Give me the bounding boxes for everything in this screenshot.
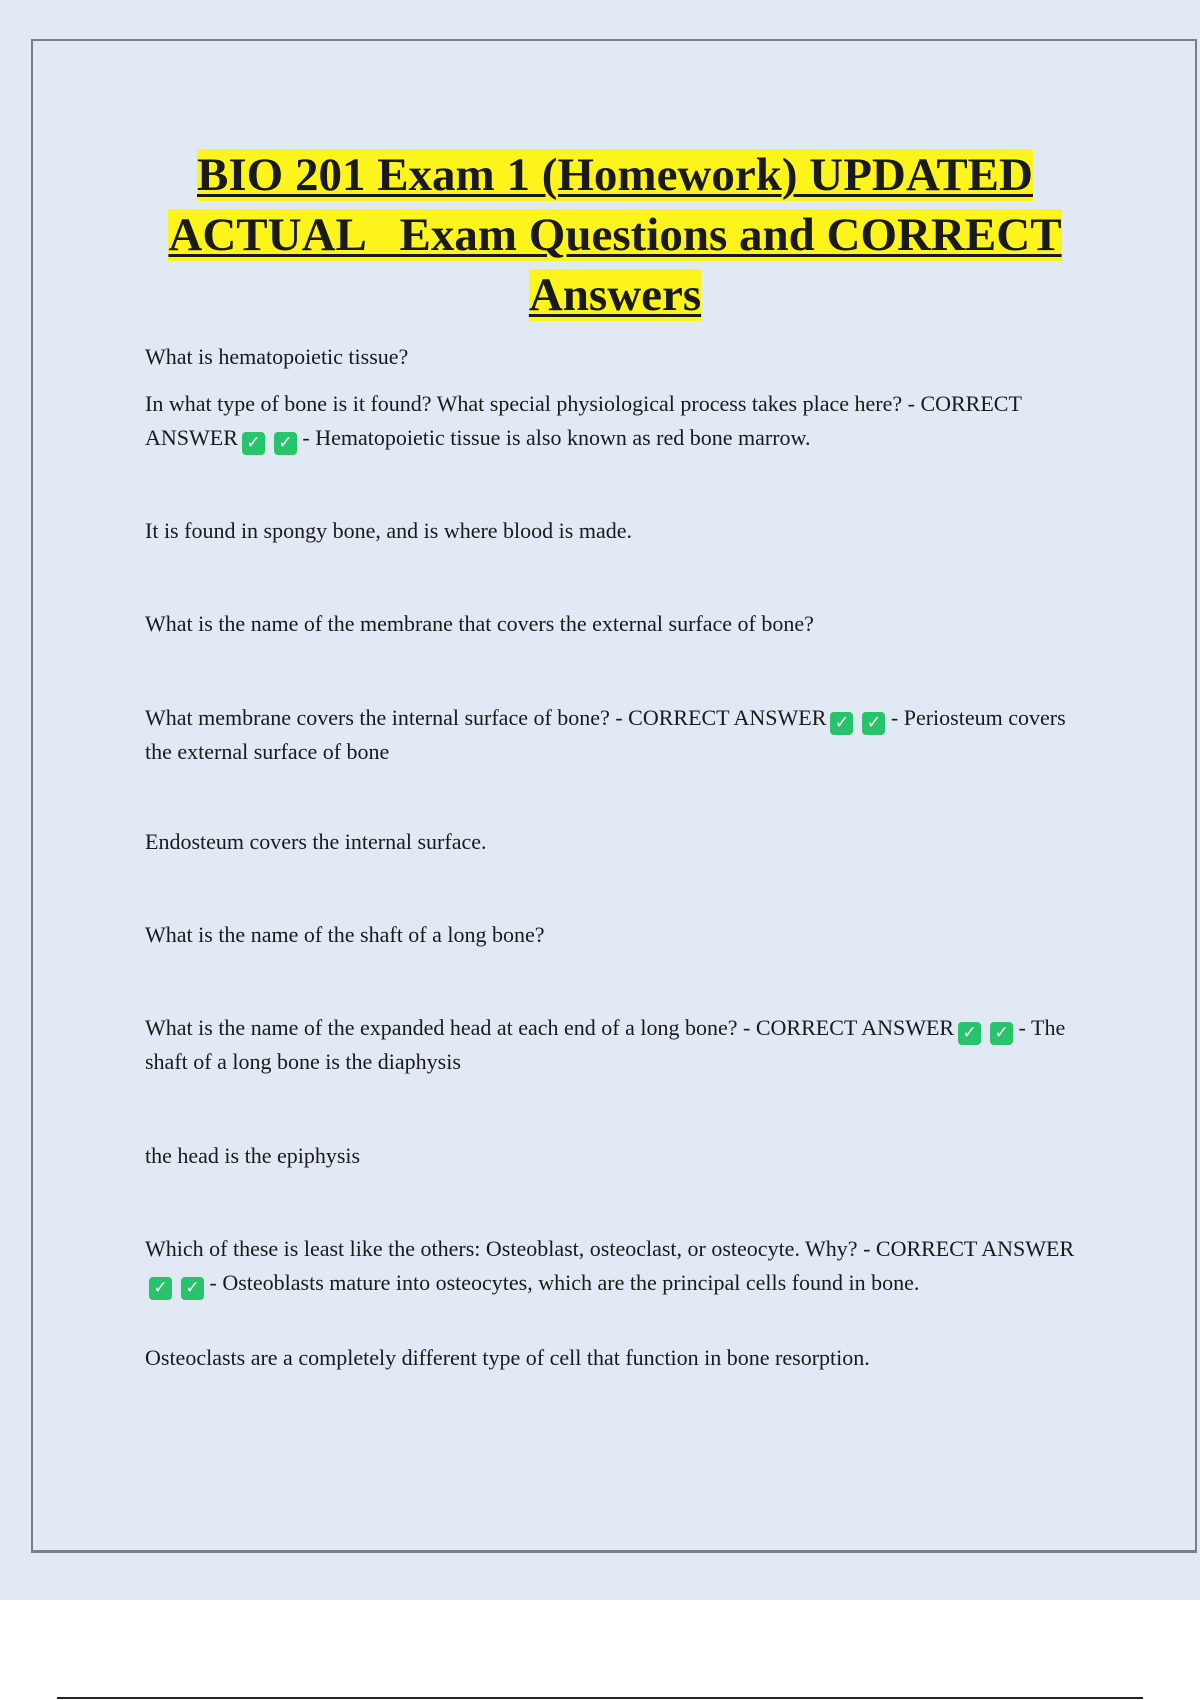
question-text: What is the name of the shaft of a long bone? <box>145 922 545 947</box>
title-line-1: BIO 201 Exam 1 (Homework) UPDATED <box>197 149 1033 201</box>
question-text: What is the name of the expanded head at each end of a long bone? - CORRECT ANSWER <box>145 1015 955 1040</box>
question-answer-paragraph <box>145 387 1095 455</box>
answer-text: - Periosteum covers the external surface of bone <box>145 705 1066 764</box>
question-answer-paragraph <box>145 1232 1095 1300</box>
check-mark-icon: ✓ <box>149 1277 172 1300</box>
check-mark-icon: ✓ <box>990 1022 1013 1045</box>
question-text: In what type of bone is it found? What special physiological process takes place here? - CORRECT ANSWER <box>145 391 1022 450</box>
question-text: What is hematopoietic tissue? <box>145 344 409 369</box>
question-answer-paragraph <box>145 1011 1095 1079</box>
answer-text: - The shaft of a long bone is the diaphysis <box>145 1015 1066 1074</box>
check-mark-icon: ✓ <box>862 712 885 735</box>
document-title <box>110 145 1120 325</box>
check-mark-icon: ✓ <box>274 432 297 455</box>
title-line-3: Answers <box>528 269 702 321</box>
check-mark-icon: ✓ <box>181 1277 204 1300</box>
answer-text: Osteoclasts are a completely different type of cell that function in bone resorption. <box>145 1345 870 1370</box>
check-mark-icon: ✓ <box>958 1022 981 1045</box>
answer-text: - Osteoblasts mature into osteocytes, which are the principal cells found in bone. <box>209 1270 920 1295</box>
answer-text: It is found in spongy bone, and is where blood is made. <box>145 518 632 543</box>
title-line-2: ACTUAL Exam Questions and CORRECT <box>168 209 1062 261</box>
question-answer-paragraph <box>145 701 1095 769</box>
answer-text: the head is the epiphysis <box>145 1143 361 1168</box>
footer-rule <box>57 1697 1143 1699</box>
check-mark-icon: ✓ <box>830 712 853 735</box>
question-text: What is the name of the membrane that covers the external surface of bone? <box>145 611 814 636</box>
answer-text: - Hematopoietic tissue is also known as red bone marrow. <box>302 425 811 450</box>
check-mark-icon: ✓ <box>242 432 265 455</box>
question-text: Which of these is least like the others: Osteoblast, osteoclast, or osteocyte. Why? - CORRECT ANSWER <box>145 1236 1075 1261</box>
question-text: What membrane covers the internal surface of bone? - CORRECT ANSWER <box>145 705 827 730</box>
answer-text: Endosteum covers the internal surface. <box>145 829 487 854</box>
